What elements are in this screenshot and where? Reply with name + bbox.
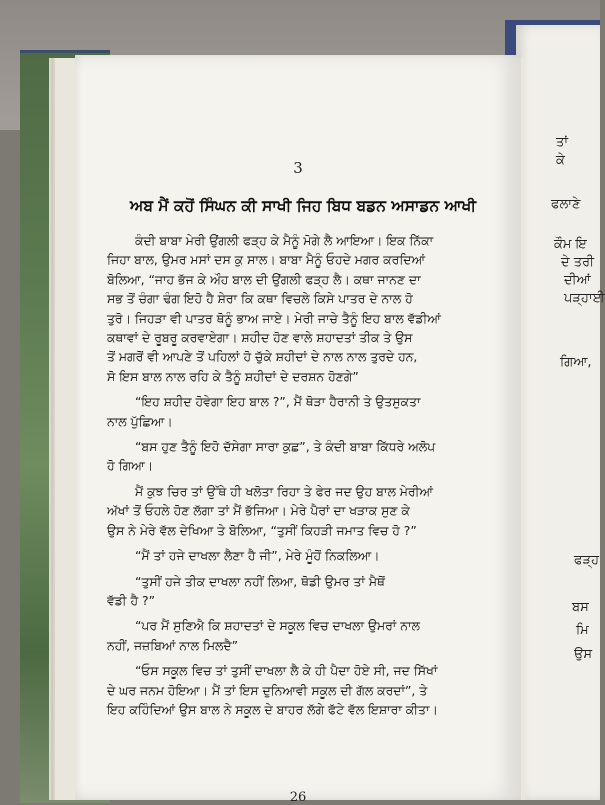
paragraph [107, 616, 503, 655]
right-page-fragment: ਕੇ [556, 153, 565, 168]
text-line: “ਓਸ ਸਕੂਲ ਵਿਚ ਤਾਂ ਤੁਸੀਂ ਦਾਖਲਾ ਲੈ ਕੇ ਹੀ ਪੈਦਾ ਹੋਏ ਸੀ, ਜਦ ਸਿੱਖਾਂ [135, 663, 438, 679]
right-page-fragment: ਮਿ [576, 623, 589, 638]
text-line: ਬੋਲਿਆ, “ਜਾਹ ਭੱਜ ਕੇ ਔਹ ਬਾਲ ਦੀ ਉਂਗਲੀ ਫੜ੍ਹ ਲੈ। ਕਥਾ ਜਾਨਣ ਦਾ [107, 271, 421, 287]
text-line: ਇਹ ਕਹਿੰਦਿਆਂ ਉਸ ਬਾਲ ਨੇ ਸਕੂਲ ਦੇ ਬਾਹਰ ਲੱਗੇ ਫੱਟੇ ਵੱਲ ਇਸ਼ਾਰਾ ਕੀਤਾ। [107, 701, 438, 717]
text-line: ਤੁਰੋ। ਜਿਹੜਾ ਵੀ ਪਾਤਰ ਥੋਨੂੰ ਭਾਅ ਜਾਏ। ਮੇਰੀ ਜਾਚੇ ਤੈਨੂੰ ਇਹ ਬਾਲ ਵੱਡੀਆਂ [107, 310, 441, 326]
book-page [75, 55, 521, 805]
paragraph [107, 231, 503, 386]
right-page-fragment: ਦੇ ਤਰੀ [561, 255, 595, 270]
text-line: “ਮੈਂ ਤਾਂ ਹਜੇ ਦਾਖਲਾ ਲੈਣਾ ਹੈ ਜੀ”, ਮੇਰੇ ਮੂੰਹੋਂ ਨਿਕਲਿਆ। [135, 548, 380, 564]
text-line: ਤੋਂ ਮਗਰੋਂ ਵੀ ਆਪਣੇ ਤੋਂ ਪਹਿਲਾਂ ਹੋ ਚੁੱਕੇ ਸ਼ਹੀਦਾਂ ਦੇ ਨਾਲ ਨਾਲ ਤੁਰਦੇ ਹਨ, [107, 349, 418, 365]
chapter-number: 3 [293, 159, 303, 177]
text-line: ਹੋ ਗਿਆ। [107, 458, 153, 474]
text-line: “ਬਸ ਹੁਣ ਤੈਨੂੰ ਇਹੋ ਦੱਸੇਗਾ ਸਾਰਾ ਕੁਛ”, ਤੇ ਕੰਦੀ ਬਾਬਾ ਕਿੱਧਰੇ ਅਲੋਪ [135, 439, 436, 455]
text-line: ਸੋ ਇਸ ਬਾਲ ਨਾਲ ਰਹਿ ਕੇ ਤੈਨੂੰ ਸ਼ਹੀਦਾਂ ਦੇ ਦਰਸ਼ਨ ਹੋਣਗੇ” [107, 368, 359, 384]
right-page-fragment: ਪੜ੍ਹਾਈ [564, 291, 605, 306]
paragraph [107, 572, 503, 611]
text-line: ਨਾਲ ਪੁੱਛਿਆ। [107, 413, 173, 429]
text-line: ਦੇ ਘਰ ਜਨਮ ਹੋਇਆ। ਮੈਂ ਤਾਂ ਇਸ ਦੁਨਿਆਵੀ ਸਕੂਲ ਦੀ ਗੱਲ ਕਰਦਾਂ”, ਤੇ [107, 682, 428, 698]
right-page-fragment: ਗਿਆ, [560, 355, 592, 370]
right-page-fragment: ਕੌਮ ਇ [554, 237, 587, 252]
right-page [516, 25, 605, 800]
text-line: ਅੱਖਾਂ ਤੋਂ ਓਹਲੇ ਹੋਣ ਲੱਗਾ ਤਾਂ ਮੈਂ ਭੱਜਿਆ। ਮੇਰੇ ਪੈਰਾਂ ਦਾ ਖੜਾਕ ਸੁਣ ਕੇ [107, 503, 410, 519]
chapter-title: ਅਬ ਮੈਂ ਕਹੋਂ ਸਿੰਘਨ ਕੀ ਸਾਖੀ ਜਿਹ ਬਿਧ ਬਡਨ ਅਸਾਡਨ ਆਖੀ [130, 197, 476, 215]
paragraph [107, 482, 503, 540]
right-page-fragment: ਫਲਾਣੇ [551, 197, 581, 212]
text-line: ਉਸ ਨੇ ਮੇਰੇ ਵੱਲ ਦੇਖਿਆ ਤੇ ਬੋਲਿਆ, “ਤੁਸੀਂ ਕਿਹੜੀ ਜਮਾਤ ਵਿਚ ਹੋ ?” [107, 522, 417, 538]
text-line: ਵੱਡੀ ਹੈ ?” [107, 592, 156, 608]
right-page-fragment: ਤਾਂ [556, 135, 568, 150]
text-line: ਮੈਂ ਕੁਝ ਚਿਰ ਤਾਂ ਉੱਥੇ ਹੀ ਖਲੋਤਾ ਰਿਹਾ ਤੇ ਫੇਰ ਜਦ ਉਹ ਬਾਲ ਮੇਰੀਆਂ [135, 483, 433, 499]
right-page-fragment: ਬਸ [572, 600, 589, 615]
text-line: ਸਭ ਤੋਂ ਚੰਗਾ ਢੰਗ ਇਹੋ ਹੈ ਸ਼ੇਰਾ ਕਿ ਕਥਾ ਵਿਚਲੇ ਕਿਸੇ ਪਾਤਰ ਦੇ ਨਾਲ ਹੋ [107, 291, 413, 307]
text-line: ਕਥਾਵਾਂ ਦੇ ਰੂਬਰੂ ਕਰਵਾਏਗਾ। ਸ਼ਹੀਦ ਹੋਣ ਵਾਲੇ ਸ਼ਹਾਦਤਾਂ ਤੀਕ ਤੇ ਉਸ [107, 330, 413, 346]
paragraph [107, 661, 503, 719]
text-line: ਜਿਹਾ ਬਾਲ, ਉਮਰ ਮਸਾਂ ਦਸ ਕੁ ਸਾਲ। ਬਾਬਾ ਮੈਨੂੰ ਓਹਦੇ ਮਗਰ ਕਰਦਿਆਂ [107, 252, 426, 268]
text-line: “ਇਹ ਸ਼ਹੀਦ ਹੋਵੇਗਾ ਇਹ ਬਾਲ ?”, ਮੈਂ ਥੋੜਾ ਹੈਰਾਨੀ ਤੇ ਉਤਸੁਕਤਾ [135, 394, 421, 410]
paragraph [107, 546, 503, 565]
text-line: “ਪਰ ਮੈਂ ਸੁਣਿਐ ਕਿ ਸ਼ਹਾਦਤਾਂ ਦੇ ਸਕੂਲ ਵਿਚ ਦਾਖਲਾ ਉਮਰਾਂ ਨਾਲ [135, 618, 420, 634]
paragraph [107, 437, 503, 476]
paragraph [107, 392, 503, 431]
right-page-fragment: ਦੀਆਂ [564, 273, 591, 288]
right-page-fragment: ਫੜ੍ਹ [574, 553, 599, 568]
right-page-fragment: ਉਸ [574, 647, 593, 662]
page-number: 26 [289, 790, 307, 805]
text-line: ਨਹੀਂ, ਜਜ਼ਬਿਆਂ ਨਾਲ ਮਿਲਦੈ” [107, 637, 239, 653]
body-text [107, 231, 503, 725]
text-line: “ਤੁਸੀਂ ਹਜੇ ਤੀਕ ਦਾਖਲਾ ਨਹੀਂ ਲਿਆ, ਥੋਡੀ ਉਮਰ ਤਾਂ ਮੈਥੋਂ [135, 573, 385, 589]
text-line: ਕੰਦੀ ਬਾਬਾ ਮੇਰੀ ਉਂਗਲੀ ਫੜ੍ਹ ਕੇ ਮੈਨੂੰ ਮੋਗੇ ਲੈ ਆਇਆ। ਇਕ ਨਿੱਕਾ [135, 233, 434, 248]
